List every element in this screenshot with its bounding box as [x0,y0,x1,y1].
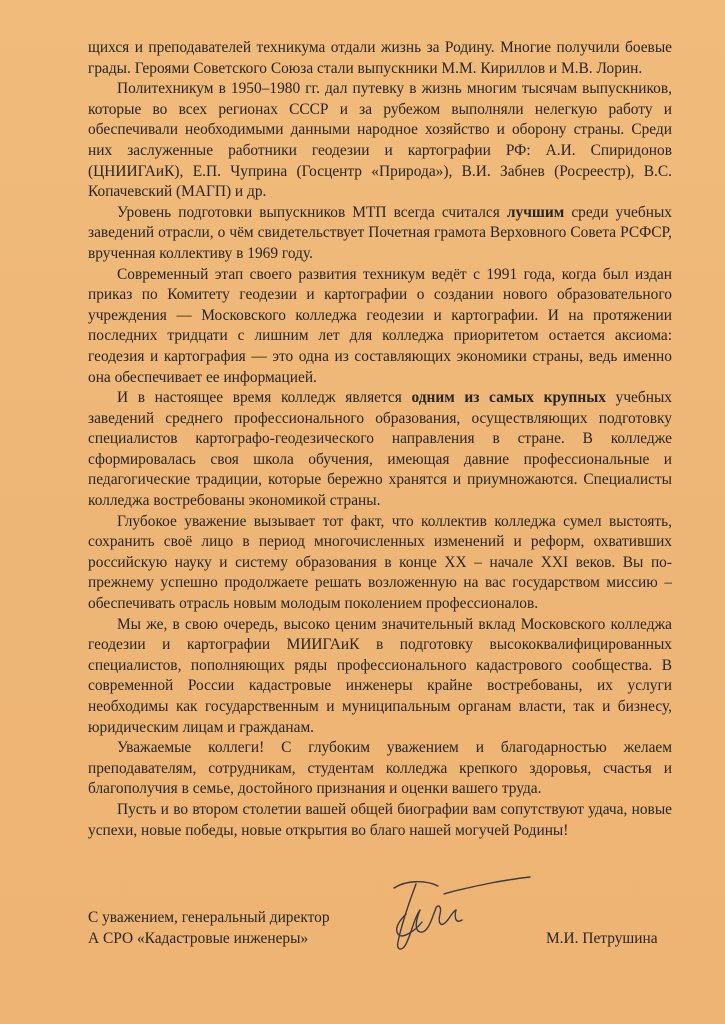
paragraph-4 [88,265,672,389]
paragraph-5-emphasis: одним из самых крупных [411,389,606,407]
paragraph-5-text-b: учебных заведений среднего профессионального образования, осуществляющих подготовку специалистов картографо-геодезического направления в стране. В колледже сформировалась своя школа обучения, имеющая давние профессиональные и педагогические традиции, которые бережно хранятся и приумножаются. Специалисты колледжа востребованы экономикой страны. [88,389,672,510]
paragraph-3-text-b: среди учебных заведений отрасли, о чём свидетельствует Почетная грамота Верховного Совета РСФСР, врученная коллективу в 1969 году. [88,203,672,262]
paragraph-9-text: Пусть и во втором столетии вашей общей биографии вам сопутствуют удача, новые успехи, новые победы, новые открытия во благо нашей могучей Родины! [88,800,672,839]
signer-name: М.И. Петрушина [546,930,658,947]
paragraph-2 [88,79,672,203]
paragraph-9 [88,800,672,841]
closing-line-1: С уважением, генеральный директор [88,909,330,926]
closing-line-2: А СРО «Кадастровые инженеры» [88,929,309,947]
paragraph-5-text-a: И в настоящее время колледж является [117,389,412,407]
paragraph-6-text: Глубокое уважение вызывает тот факт, что коллектив колледжа сумел выстоять, сохранить своё лицо в период многочисленных изменений и реформ, охвативших российскую науку и систему образования в конце XX – начале XXI веков. Вы по-прежнему успешно продолжаете решать возложенную на вас государством миссию – обеспечивать отрасль новым молодым поколением профессионалов. [88,512,672,613]
paragraph-1 [88,38,672,79]
signature-icon [376,870,536,960]
paragraph-3-emphasis: лучшим [506,203,565,221]
paragraph-2-text: Политехникум в 1950–1980 гг. дал путевку в жизнь многим тысячам выпускников, которые во всех регионах СССР и за рубежом выполняли нелегкую работу и обеспечивали необходимыми данными народное хозяйство и оборону страны. Среди них заслуженные работники геодезии и картографии РФ: А.И. Спиридонов (ЦНИИГАиК), Е.П. Чуприна (Госцентр «Природа»), В.И. Забнев (Росреестр), В.С. Копачевский (МАГП) и др. [88,80,672,201]
paragraph-3-text-a: Уровень подготовки выпускников МТП всегда считался [117,203,507,221]
paragraph-4-text: Современный этап своего развития техникум ведёт с 1991 года, когда был издан приказ по Комитету геодезии и картографии о создании нового образовательного учреждения — Московского колледжа геодезии и картографии. И на протяжении последних тридцати с лишним лет для колледжа приоритетом остается аксиома: геодезия и картография — это одна из составляющих экономики страны, ведь именно она обеспечивает ее информацией. [88,265,672,386]
paragraph-7-text: Мы же, в свою очередь, высоко ценим значительный вклад Московского колледжа геодезии и картографии МИИГАиК в подготовку высококвалифицированных специалистов, пополняющих ряды профессионального кадастрового сообщества. В современной России кадастровые инженеры крайне востребованы, их услуги необходимы как государственным и муниципальным органам власти, так и бизнесу, юридическим лицам и гражданам. [88,615,672,736]
paragraph-5 [88,388,672,512]
paragraph-3 [88,203,672,265]
paragraph-7 [88,615,672,739]
letter-body [88,38,672,841]
paragraph-6 [88,512,672,615]
paragraph-8 [88,738,672,800]
paragraph-1-text: щихся и преподавателей техникума отдали жизнь за Родину. Многие получили боевые грады. Героями Советского Союза стали выпускники М.М. Кириллов и М.В. Лорин. [88,39,672,77]
paragraph-8-text: Уважаемые коллеги! С глубоким уважением и благодарностью желаем преподавателям, сотрудникам, студентам колледжа крепкого здоровья, счастья и благополучия в семье, достойного признания и оценки вашего труда. [88,739,672,798]
